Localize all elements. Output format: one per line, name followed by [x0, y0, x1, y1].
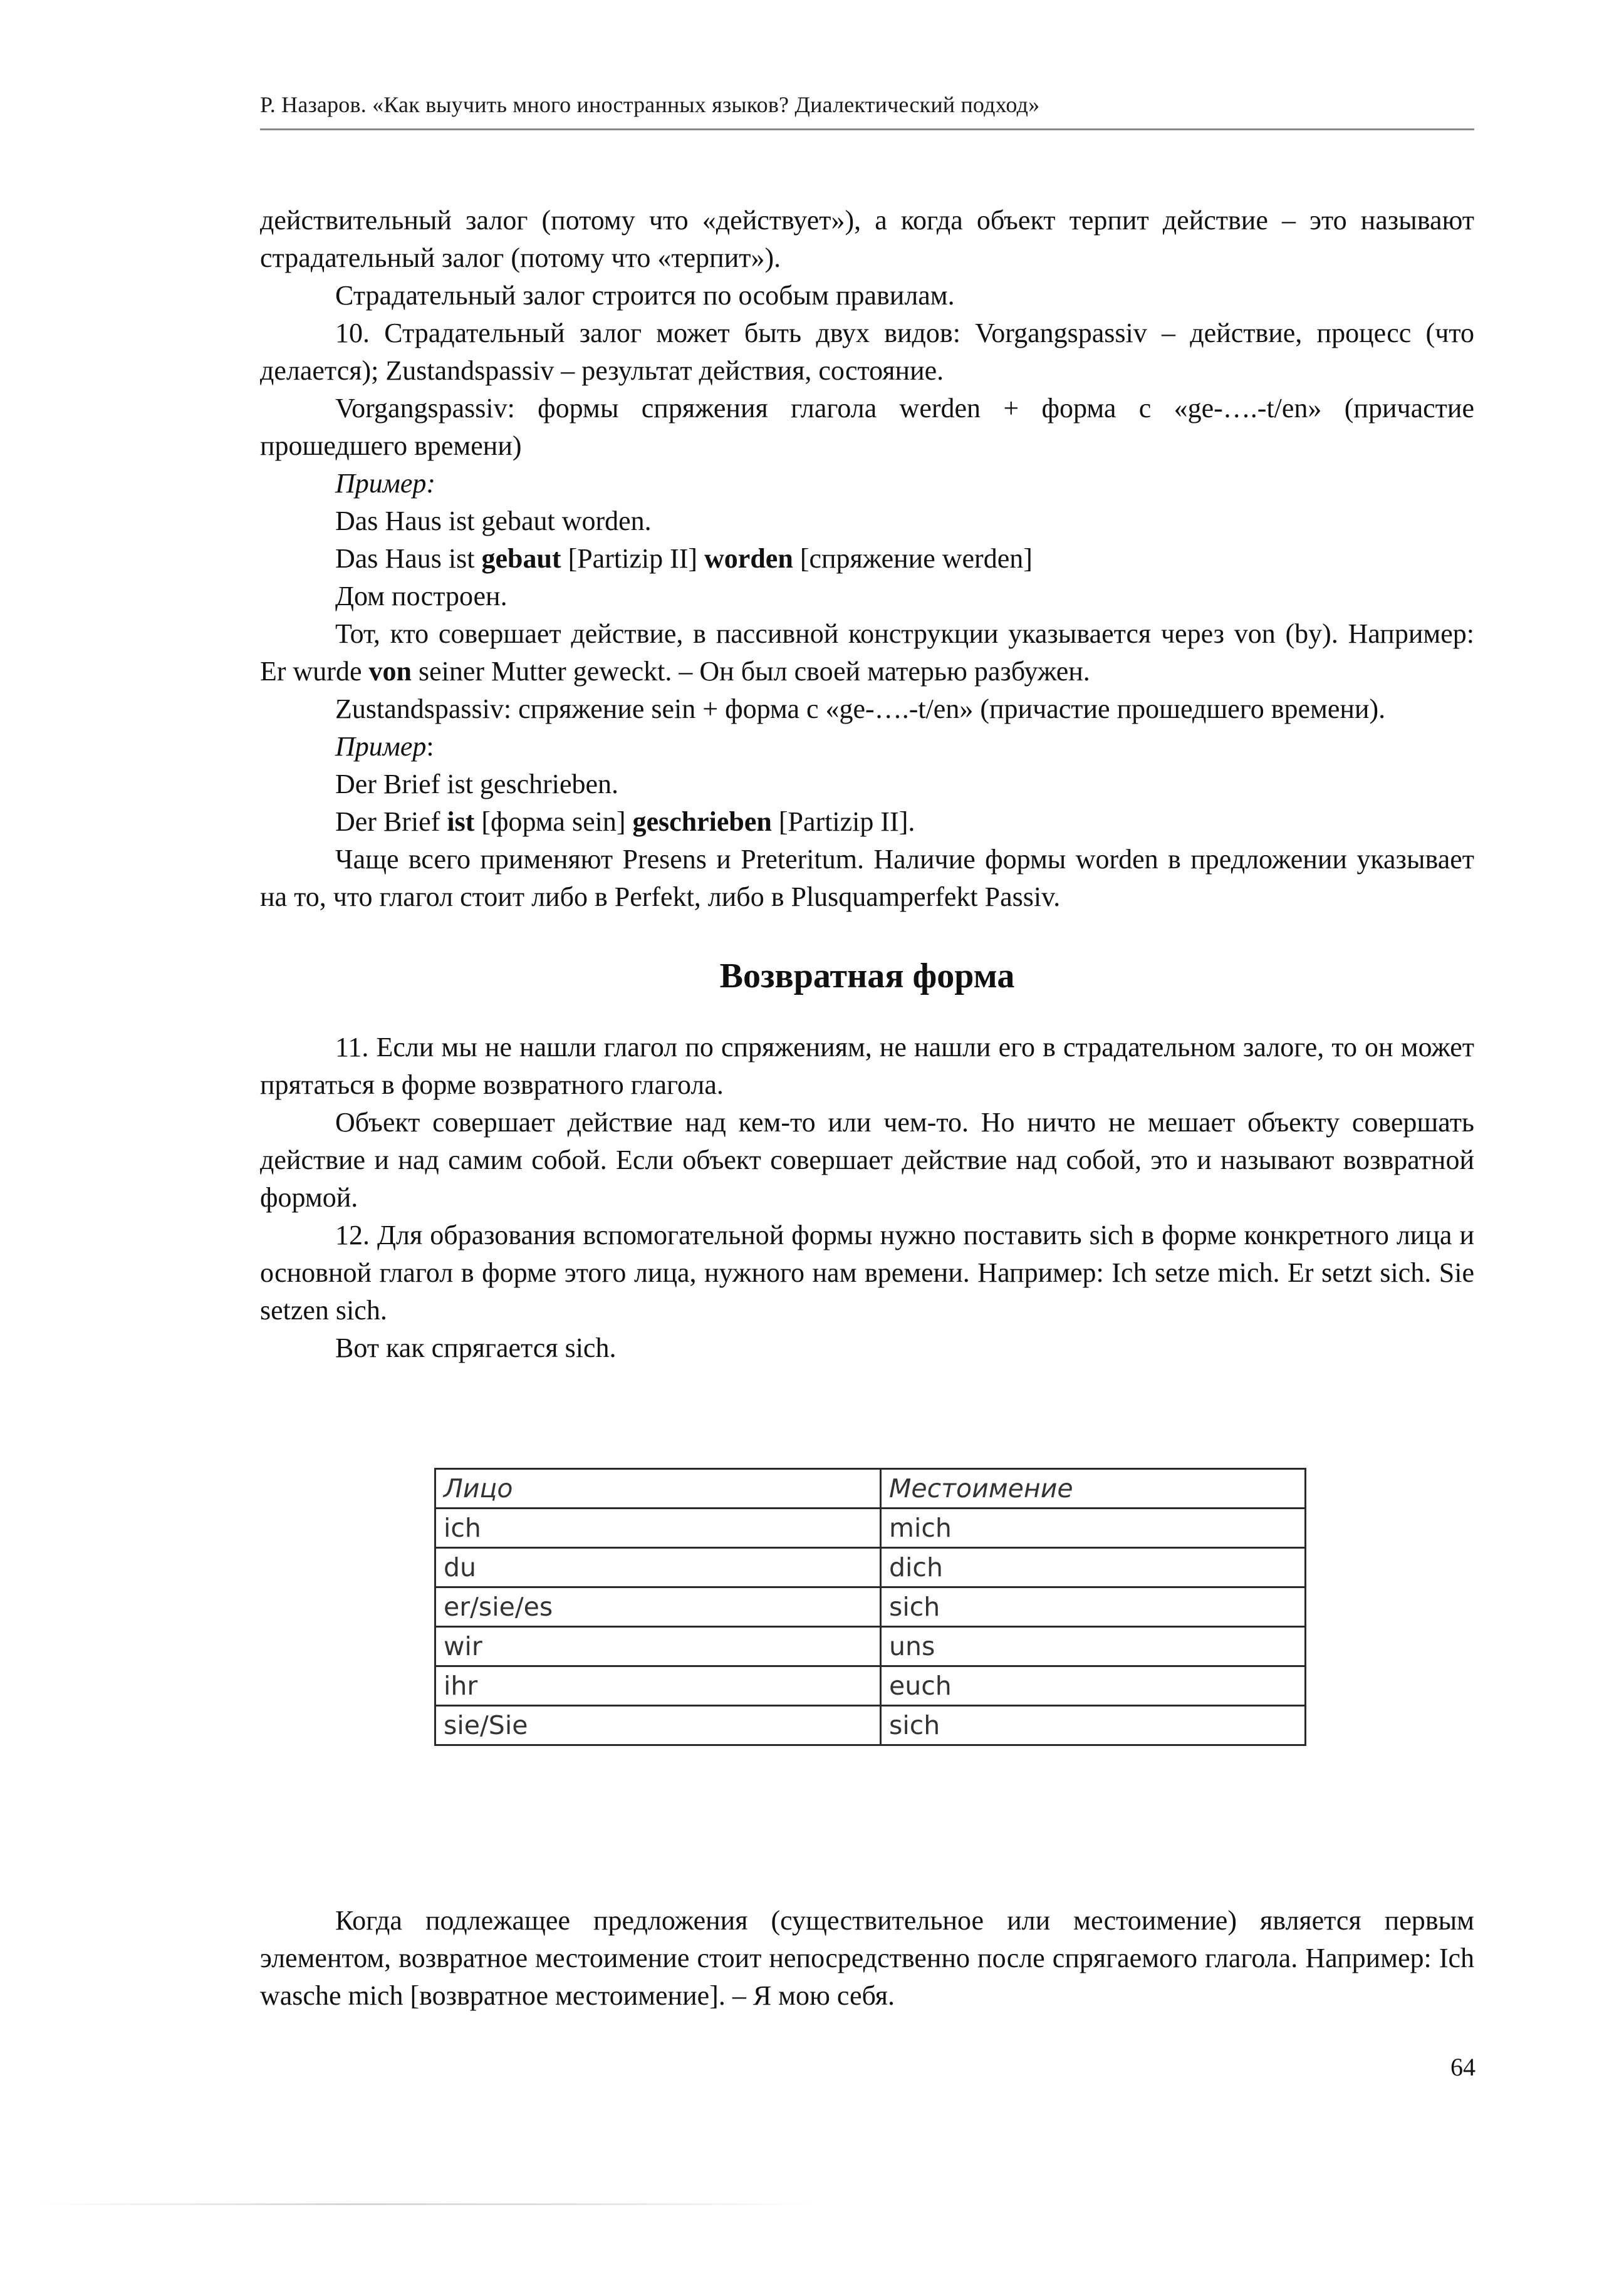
cell-person: er/sie/es — [435, 1587, 881, 1627]
paragraph-agent-von — [260, 615, 1474, 690]
paragraph-tenses: Чаще всего применяют Presens и Preteritum. Наличие формы worden в предложении указывает на то, что глагол стоит либо в Perfekt, либо в Plusquamperfekt Passiv. — [260, 844, 1474, 912]
text-run: : — [426, 731, 434, 762]
passive-voice-section — [260, 202, 1474, 916]
cell-person: sie/Sie — [435, 1706, 881, 1745]
text-run: Der Brief — [335, 806, 447, 837]
cell-person: ich — [435, 1509, 881, 1548]
running-header: Р. Назаров. «Как выучить много иностранных языков? Диалектический подход» — [260, 92, 1040, 117]
paragraph-word-order: Когда подлежащее предложения (существительное или местоимение) является первым элементом, возвратное местоимение стоит непосредственно после спрягаемого глагола. Например: Ich wasche mich [возвратное местоимение]. – Я мою себя. — [260, 1905, 1474, 2011]
text-run: Тот, кто совершает действие, в пассивной конструкции указывается через von (by). Например: Er wurde — [260, 618, 1474, 687]
bold-term: ist — [447, 806, 475, 837]
table-row — [435, 1627, 1306, 1666]
example-analysis — [260, 803, 1474, 841]
example-label-text: Пример: — [335, 468, 436, 499]
cell-pronoun: mich — [881, 1509, 1306, 1548]
example-analysis — [260, 540, 1474, 578]
paragraph: Объект совершает действие над кем-то или чем-то. Но ничто не мешает объекту совершать действие и над самим собой. Если объект совершает действие над собой, это и называют возвратной формой. — [260, 1107, 1474, 1213]
text-run: seiner Mutter geweckt. – Он был своей матерью разбужен. — [411, 656, 1090, 687]
reflexive-pronoun-table — [434, 1468, 1306, 1746]
paragraph-zustandspassiv: Zustandspassiv: спряжение sein + форма с «ge-….-t/en» (причастие прошедшего времени). — [335, 693, 1386, 724]
example-label — [260, 728, 1474, 766]
column-header-pronoun: Местоимение — [881, 1469, 1306, 1509]
bold-term: worden — [704, 543, 793, 574]
cell-person: ihr — [435, 1666, 881, 1706]
reflexive-section — [260, 1029, 1474, 1367]
table-row — [435, 1548, 1306, 1587]
column-header-person: Лицо — [435, 1469, 881, 1509]
text-run: [Partizip II]. — [771, 806, 915, 837]
text-run: [форма sein] — [474, 806, 633, 837]
cell-pronoun: sich — [881, 1587, 1306, 1627]
table-row — [435, 1666, 1306, 1706]
text-run: [спряжение werden] — [793, 543, 1033, 574]
example-sentence: Das Haus ist gebaut worden. — [335, 506, 652, 536]
paragraph-rule-12: 12. Для образования вспомогательной формы нужно поставить sich в форме конкретного лица и основной глагол в форме этого лица, нужного нам времени. Например: Ich setze mich. Er setzt sich. Sie setzen sich. — [260, 1220, 1474, 1326]
reflexive-pronoun-table-wrap — [434, 1468, 1306, 1746]
example-sentence: Der Brief ist geschrieben. — [335, 769, 619, 799]
scan-edge-line — [38, 2203, 815, 2205]
table-row — [435, 1587, 1306, 1627]
table-header-row — [435, 1469, 1306, 1509]
bold-term: von — [368, 656, 412, 687]
text-run: [Partizip II] — [561, 543, 705, 574]
header-rule — [260, 128, 1474, 130]
cell-pronoun: euch — [881, 1666, 1306, 1706]
bold-term: geschrieben — [632, 806, 772, 837]
paragraph-rule-10: 10. Страдательный залог может быть двух видов: Vorgangspassiv – действие, процесс (что делается); Zustandspassiv – результат действия, состояние. — [260, 318, 1474, 386]
example-label — [260, 465, 1474, 502]
cell-pronoun: dich — [881, 1548, 1306, 1587]
table-row — [435, 1706, 1306, 1745]
cell-person: wir — [435, 1627, 881, 1666]
example-label-text: Пример — [335, 731, 427, 762]
section-heading: Возвратная форма — [719, 957, 1015, 995]
cell-person: du — [435, 1548, 881, 1587]
word-order-section — [260, 1902, 1474, 2015]
bold-term: gebaut — [481, 543, 561, 574]
cell-pronoun: sich — [881, 1706, 1306, 1745]
paragraph-rule-11: 11. Если мы не нашли глагол по спряжениям, не нашли его в страдательном залоге, то он может прятаться в форме возвратного глагола. — [260, 1032, 1474, 1100]
page-number: 64 — [1450, 2053, 1476, 2081]
table-row — [435, 1509, 1306, 1548]
example-translation: Дом построен. — [335, 581, 508, 611]
paragraph: Вот как спрягается sich. — [335, 1332, 617, 1363]
text-run: Das Haus ist — [335, 543, 482, 574]
paragraph: Страдательный залог строится по особым правилам. — [335, 280, 955, 311]
cell-pronoun: uns — [881, 1627, 1306, 1666]
paragraph-vorgangspassiv: Vorgangspassiv: формы спряжения глагола werden + форма с «ge-….-t/en» (причастие прошедшего времени) — [260, 393, 1474, 461]
paragraph: действительный залог (потому что «действует»), а когда объект терпит действие – это называют страдательный залог (потому что «терпит»). — [260, 205, 1474, 273]
